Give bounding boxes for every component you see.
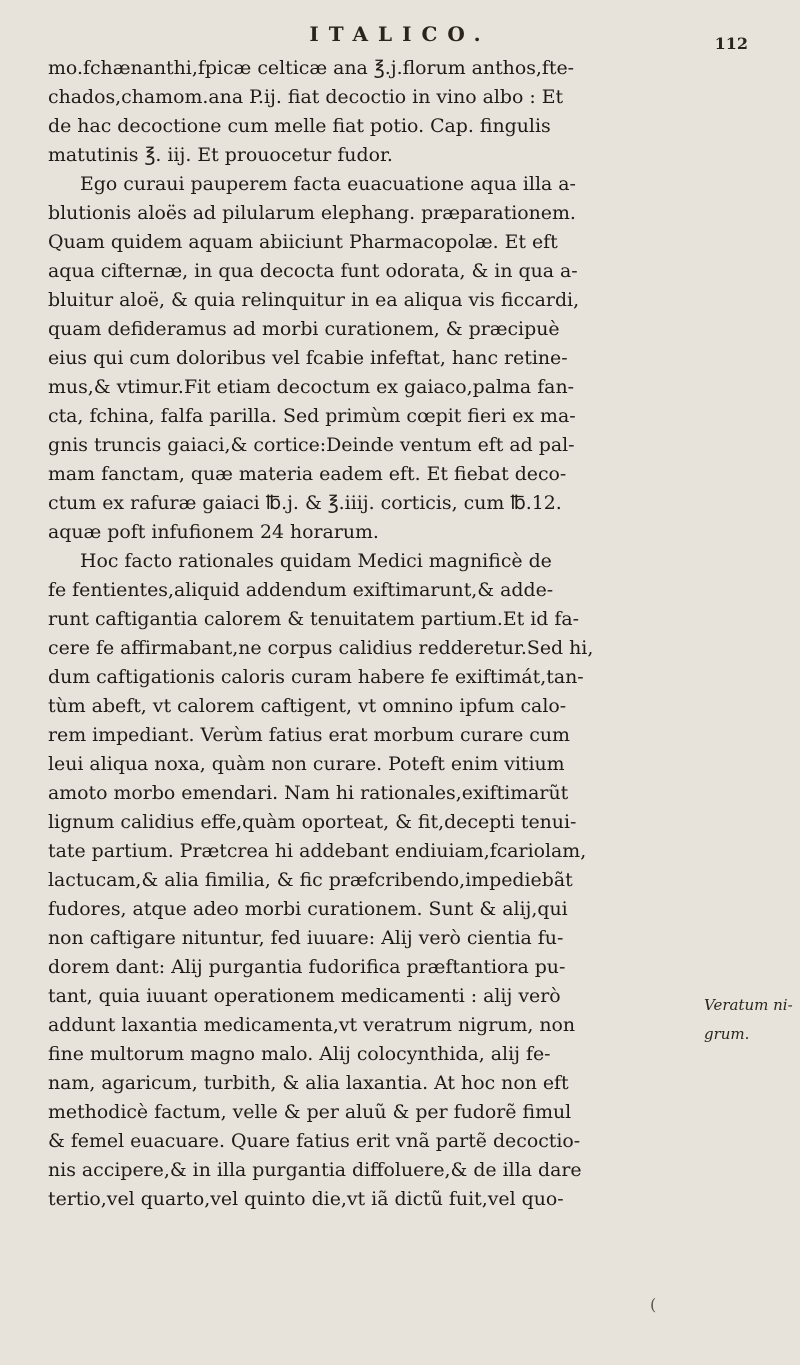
marginal-note-nigrum: grum. xyxy=(704,1025,750,1043)
text-line-11: eius qui cum doloribus vel fcabie infeftat, hanc retine- xyxy=(48,347,568,369)
text-line-22: dum caftigationis caloris curam habere fe exiftimát,tan- xyxy=(48,666,584,688)
text-line-13: cta, fchina, falfa parilla. Sed primùm cœpit fieri ex ma- xyxy=(48,405,576,427)
text-line-6: blutionis aloës ad pilularum elephang. præparationem. xyxy=(48,202,576,224)
text-line-18: Hoc facto rationales quidam Medici magnificè de xyxy=(80,550,552,572)
text-line-36: nam, agaricum, turbith, & alia laxantia. At hoc non eft xyxy=(48,1072,569,1094)
text-line-35: fine multorum magno malo. Alij colocynthida, alij fe- xyxy=(48,1043,551,1065)
text-line-30: fudores, atque adeo morbi curationem. Sunt & alij,qui xyxy=(48,898,568,920)
text-line-32: dorem dant: Alij purgantia fudorifica præftantiora pu- xyxy=(48,956,566,978)
text-line-17: aquæ poft infufionem 24 horarum. xyxy=(48,521,379,543)
text-line-21: cere fe affirmabant,ne corpus calidius redderetur.Sed hi, xyxy=(48,637,594,659)
text-line-25: leui aliqua noxa, quàm non curare. Poteft enim vitium xyxy=(48,753,565,775)
text-line-38: & femel euacuare. Quare fatius erit vnã partẽ decoctio- xyxy=(48,1130,581,1152)
marginal-note-veratum: Veratum ni- xyxy=(704,996,793,1014)
text-line-19: fe fentientes,aliquid addendum exiftimarunt,& adde- xyxy=(48,579,554,601)
text-line-3: de hac decoctione cum melle fiat potio. Cap. fingulis xyxy=(48,115,551,137)
text-line-20: runt caftigantia calorem & tenuitatem partium.Et id fa- xyxy=(48,608,580,630)
text-line-27: lignum calidius effe,quàm oporteat, & fit,decepti tenui- xyxy=(48,811,577,833)
bottom-margin-mark: ( xyxy=(650,1295,657,1314)
text-line-24: rem impediant. Verùm fatius erat morbum curare cum xyxy=(48,724,570,746)
text-line-40: tertio,vel quarto,vel quinto die,vt iã dictũ fuit,vel quo- xyxy=(48,1188,564,1210)
text-line-29: lactucam,& alia fimilia, & fic præfcribendo,impediebãt xyxy=(48,869,573,891)
text-line-9: bluitur aloë, & quia relinquitur in ea aliqua vis ficcardi, xyxy=(48,289,580,311)
text-line-14: gnis truncis gaiaci,& cortice:Deinde ventum eft ad pal- xyxy=(48,434,575,456)
text-line-12: mus,& vtimur.Fit etiam decoctum ex gaiaco,palma fan- xyxy=(48,376,574,398)
page-number: 112 xyxy=(714,34,748,53)
text-line-8: aqua cifternæ, in qua decocta funt odorata, & in qua a- xyxy=(48,260,578,282)
text-line-26: amoto morbo emendari. Nam hi rationales,exiftimarũt xyxy=(48,782,569,804)
main-text-block xyxy=(48,54,708,1214)
text-line-16: ctum ex rafuræ gaiaci ℔.j. & ℥.iiij. corticis, cum ℔.12. xyxy=(48,492,562,514)
text-line-2: chados,chamom.ana P.ij. fiat decoctio in vino albo : Et xyxy=(48,86,564,108)
running-head: ITALICO. xyxy=(309,22,491,46)
text-line-37: methodicè factum, velle & per aluũ & per fudorẽ fimul xyxy=(48,1101,572,1123)
text-line-33: tant, quia iuuant operationem medicamenti : alij verò xyxy=(48,985,561,1007)
text-line-1: mo.fchænanthi,fpicæ celticæ ana ℥.j.florum anthos,fte- xyxy=(48,57,575,79)
text-line-23: tùm abeft, vt calorem caftigent, vt omnino ipfum calo- xyxy=(48,695,567,717)
text-line-10: quam defideramus ad morbi curationem, & præcipuè xyxy=(48,318,560,340)
text-line-4: matutinis ℥. iij. Et prouocetur fudor. xyxy=(48,144,393,166)
text-line-7: Quam quidem aquam abiiciunt Pharmacopolæ. Et eft xyxy=(48,231,558,253)
text-line-39: nis accipere,& in illa purgantia diffoluere,& de illa dare xyxy=(48,1159,582,1181)
text-line-34: addunt laxantia medicamenta,vt veratrum nigrum, non xyxy=(48,1014,576,1036)
text-line-5: Ego curaui pauperem facta euacuatione aqua illa a- xyxy=(80,173,576,195)
text-line-28: tate partium. Prætcrea hi addebant endiuiam,fcariolam, xyxy=(48,840,587,862)
text-line-31: non caftigare nituntur, fed iuuare: Alij verò cientia fu- xyxy=(48,927,564,949)
text-line-15: mam fanctam, quæ materia eadem eft. Et fiebat deco- xyxy=(48,463,567,485)
